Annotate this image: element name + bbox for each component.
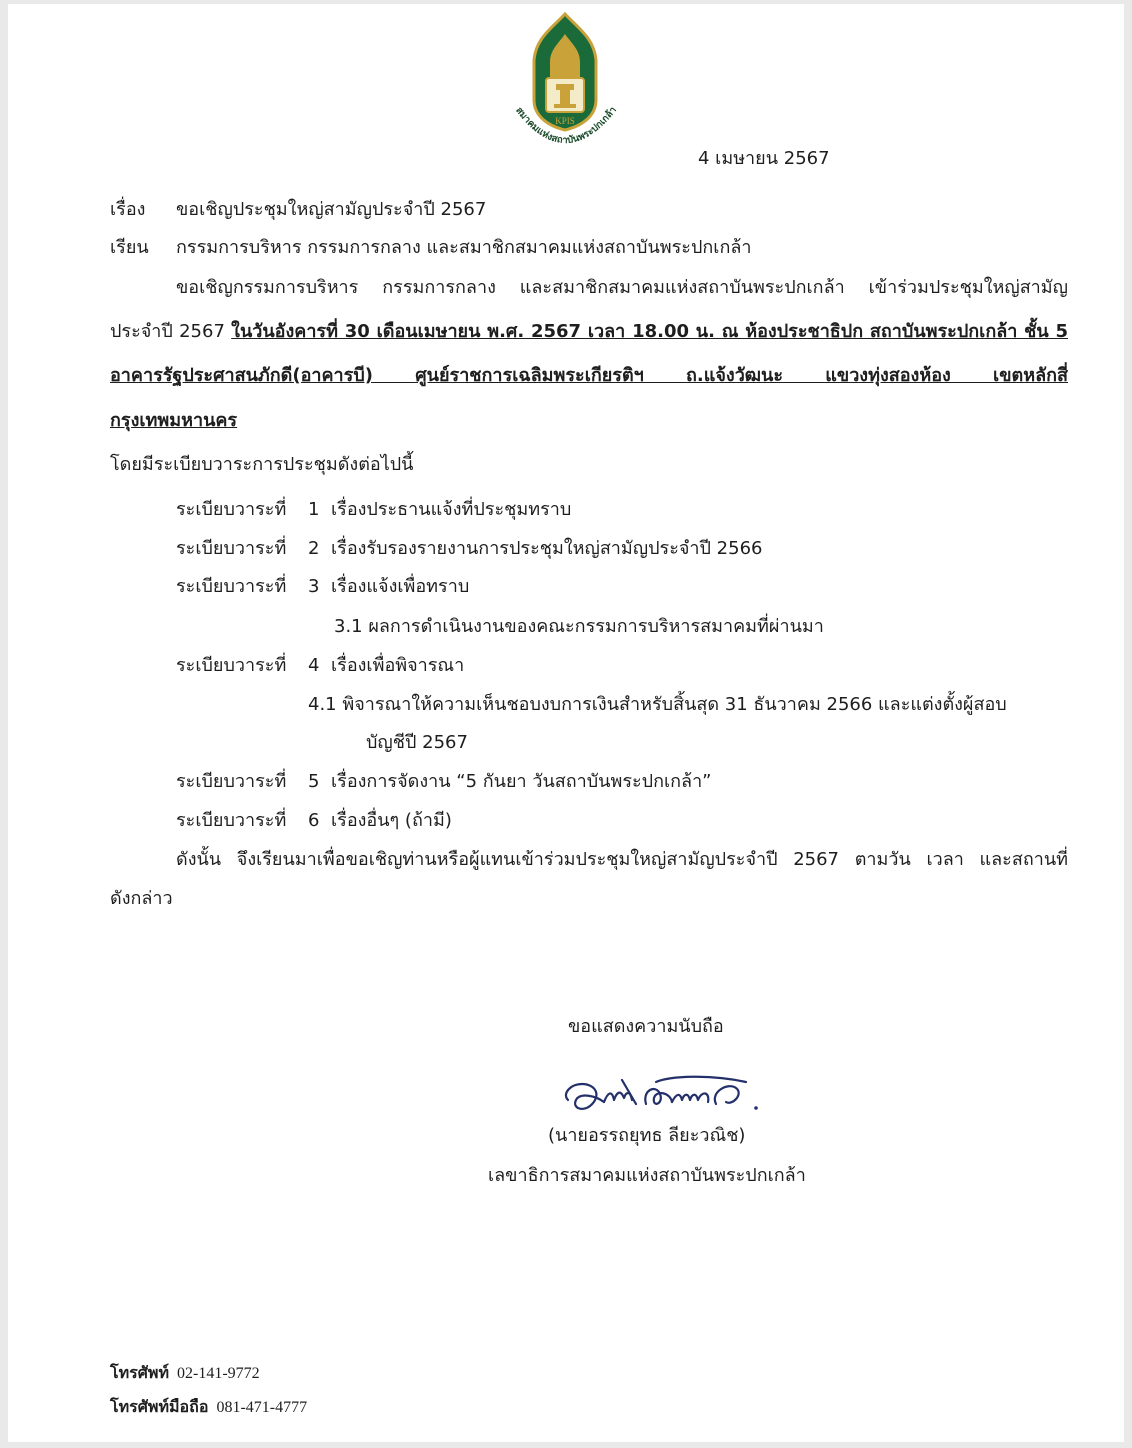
agenda-item-4-1-cont: บัญชีปี 2567 — [366, 732, 468, 753]
closing-line-2: ดังกล่าว — [110, 888, 173, 909]
agenda-item-2-label: ระเบียบวาระที่ — [176, 538, 287, 559]
agenda-item-2-num: 2 — [308, 538, 320, 559]
agenda-item-1-num: 1 — [308, 499, 320, 520]
handwritten-signature — [560, 1070, 770, 1120]
footer-mobile — [110, 1395, 307, 1420]
body-line-1: ขอเชิญกรรมการบริหาร กรรมการกลาง และสมาชิกสมาคมแห่งสถาบันพระปกเกล้า เข้าร่วมประชุมใหญ่สามัญ — [176, 277, 1068, 298]
agenda-item-1-label: ระเบียบวาระที่ — [176, 499, 287, 520]
to-label: เรียน — [110, 237, 149, 258]
mobile-label: โทรศัพท์มือถือ — [110, 1399, 209, 1416]
signatory-name: (นายอรรถยุทธ ลียะวณิช) — [548, 1125, 746, 1146]
agenda-item-4-text: เรื่องเพื่อพิจารณา — [331, 655, 465, 676]
meeting-address: อาคารรัฐประศาสนภักดี(อาคารบี) ศูนย์ราชการเฉลิมพระเกียรติฯ ถ.แจ้งวัฒนะ แขวงทุ่งสองห้อง เขตหลักสี่ — [110, 365, 1068, 386]
mobile-number: 081-471-4777 — [216, 1399, 308, 1416]
agenda-item-2-text: เรื่องรับรองรายงานการประชุมใหญ่สามัญประจำปี 2566 — [331, 538, 763, 559]
document-page — [8, 4, 1124, 1442]
meeting-city: กรุงเทพมหานคร — [110, 410, 238, 431]
agenda-item-3-label: ระเบียบวาระที่ — [176, 576, 287, 597]
body-line-2-plain: ประจำปี 2567 — [110, 321, 232, 342]
agenda-item-5-label: ระเบียบวาระที่ — [176, 771, 287, 792]
agenda-item-3-text: เรื่องแจ้งเพื่อทราบ — [331, 576, 470, 597]
agenda-item-4-label: ระเบียบวาระที่ — [176, 655, 287, 676]
agenda-intro: โดยมีระเบียบวาระการประชุมดังต่อไปนี้ — [110, 454, 414, 475]
to-value: กรรมการบริหาร กรรมการกลาง และสมาชิกสมาคมแห่งสถาบันพระปกเกล้า — [176, 237, 752, 258]
body-line-2 — [110, 320, 1068, 344]
regards-text: ขอแสดงความนับถือ — [568, 1016, 724, 1037]
closing-line-1: ดังนั้น จึงเรียนมาเพื่อขอเชิญท่านหรือผู้แทนเข้าร่วมประชุมใหญ่สามัญประจำปี 2567 ตามวัน เวลา และสถานที่ — [176, 849, 1068, 870]
subject-label: เรื่อง — [110, 199, 146, 220]
agenda-item-6-label: ระเบียบวาระที่ — [176, 810, 287, 831]
signatory-position: เลขาธิการสมาคมแห่งสถาบันพระปกเกล้า — [488, 1165, 806, 1186]
meeting-datetime-venue: ในวันอังคารที่ 30 เดือนเมษายน พ.ศ. 2567 เวลา 18.00 น. ณ ห้องประชาธิปก สถาบันพระปกเกล้า ชั้น 5 — [231, 321, 1069, 342]
agenda-item-6-num: 6 — [308, 810, 320, 831]
agenda-item-4-num: 4 — [308, 655, 320, 676]
agenda-item-1-text: เรื่องประธานแจ้งที่ประชุมทราบ — [331, 499, 572, 520]
kpis-logo — [500, 8, 630, 168]
logo-arc-text: สมาคมแห่งสถาบันพระปกเกล้า — [513, 104, 619, 147]
agenda-item-3-1: 3.1 ผลการดำเนินงานของคณะกรรมการบริหารสมาคมที่ผ่านมา — [334, 616, 824, 637]
agenda-item-4-1: 4.1 พิจารณาให้ความเห็นชอบงบการเงินสำหรับสิ้นสุด 31 ธันวาคม 2566 และแต่งตั้งผู้สอบ — [308, 694, 1007, 715]
subject-value: ขอเชิญประชุมใหญ่สามัญประจำปี 2567 — [176, 199, 487, 220]
phone-number: 02-141-9772 — [176, 1365, 260, 1382]
logo-caption: KPIS — [555, 116, 575, 126]
agenda-item-5-text: เรื่องการจัดงาน “5 กันยา วันสถาบันพระปกเกล้า” — [331, 771, 712, 792]
letter-date: 4 เมษายน 2567 — [698, 148, 830, 169]
agenda-item-3-num: 3 — [308, 576, 320, 597]
phone-label: โทรศัพท์ — [110, 1365, 169, 1382]
agenda-item-6-text: เรื่องอื่นๆ (ถ้ามี) — [331, 810, 452, 831]
footer-phone — [110, 1361, 260, 1386]
agenda-item-5-num: 5 — [308, 771, 320, 792]
